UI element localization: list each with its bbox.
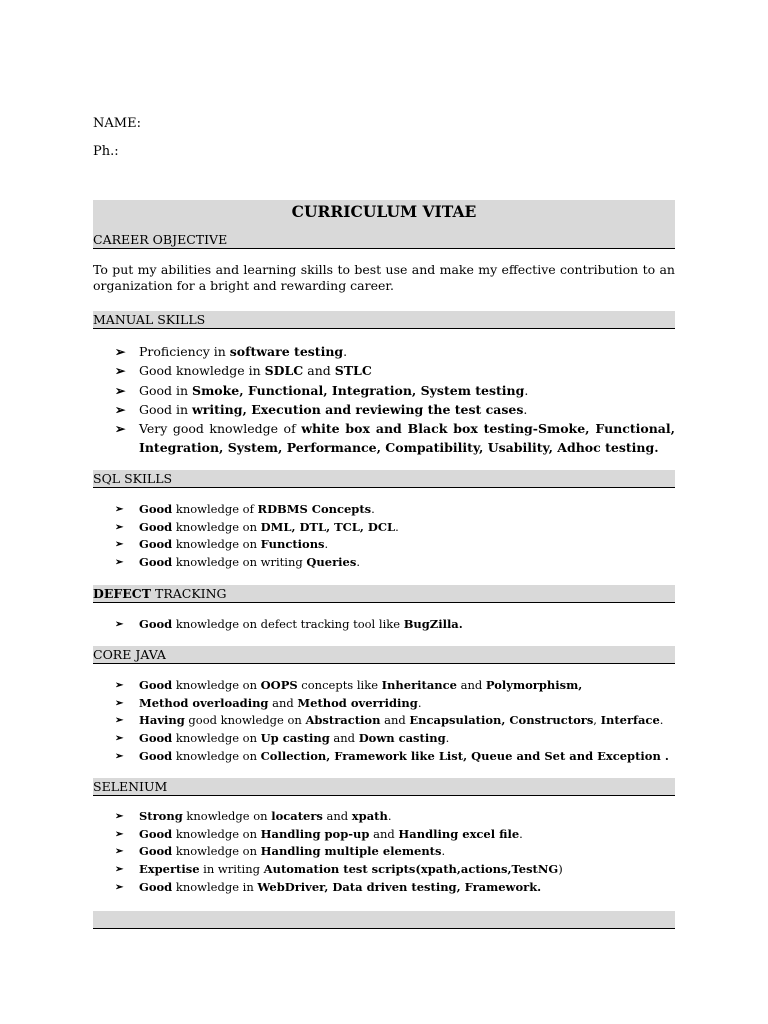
sql-heading-text: SQL SKILLS [93, 471, 173, 486]
bold-text: writing, Execution and reviewing the test cases [192, 401, 524, 417]
career-heading-text: CAREER OBJECTIVE [93, 232, 228, 247]
section-heading-manual-skills [93, 311, 675, 329]
core-java-list [93, 677, 675, 766]
text: and [322, 809, 352, 823]
text: . [387, 809, 392, 823]
bold-text: Having [139, 713, 185, 728]
arrow-bullet-icon: ➢ [115, 557, 124, 569]
list-item [93, 519, 675, 537]
bold-text: Abstraction [305, 713, 381, 728]
arrow-bullet-icon: ➢ [115, 697, 124, 709]
text: . [356, 555, 360, 570]
bold-text: Good [139, 537, 173, 552]
list-item [93, 712, 675, 730]
manual-skills-list [93, 342, 675, 458]
bold-text: Handling excel file [398, 826, 520, 841]
arrow-bullet-icon: ➢ [115, 401, 126, 417]
bold-text: Method overloading [139, 695, 269, 710]
bold-text: STLC [334, 363, 372, 379]
arrow-bullet-icon: ➢ [115, 828, 124, 840]
arrow-bullet-icon: ➢ [115, 680, 124, 691]
list-item [93, 419, 675, 458]
section-heading-selenium [93, 778, 675, 796]
text: . [395, 519, 399, 534]
bold-text: SDLC [264, 363, 304, 379]
text: and [303, 363, 335, 379]
text: Good knowledge in [139, 363, 265, 379]
text: . [519, 826, 523, 841]
bold-text: Strong [139, 809, 183, 823]
arrow-bullet-icon: ➢ [115, 521, 124, 533]
bold-text: Good [139, 826, 173, 841]
text: . [371, 502, 375, 516]
arrow-bullet-icon: ➢ [115, 539, 124, 551]
text: . [441, 844, 446, 859]
bold-text: Good [139, 617, 173, 631]
bold-text: Good [139, 519, 173, 534]
text: Proficiency in [139, 344, 230, 359]
arrow-bullet-icon: ➢ [115, 733, 124, 745]
list-item [93, 808, 675, 826]
text: . [523, 401, 528, 417]
section-heading-career-objective [93, 231, 675, 249]
name-label: NAME: [93, 116, 141, 131]
bold-text: WebDriver, Data driven testing, Framework. [257, 879, 542, 894]
bold-text: Polymorphism, [485, 678, 583, 692]
arrow-bullet-icon: ➢ [115, 382, 126, 398]
list-item [93, 361, 675, 380]
text: . [524, 382, 529, 398]
selenium-heading-text: SELENIUM [93, 779, 168, 794]
text: in writing [199, 862, 264, 877]
list-item [93, 501, 675, 519]
list-item [93, 400, 675, 419]
arrow-bullet-icon: ➢ [115, 715, 124, 727]
text: Very good knowledge of [139, 421, 302, 437]
list-item [93, 861, 675, 879]
text: and [369, 826, 399, 841]
list-item [93, 843, 675, 861]
bold-text: Functions [260, 537, 325, 552]
list-item [93, 381, 675, 400]
text: , [593, 713, 601, 728]
text: knowledge on [172, 678, 261, 692]
list-item [93, 748, 675, 766]
text: . [417, 695, 422, 710]
page-title: CURRICULUM VITAE [291, 202, 477, 221]
bold-text: Good [139, 748, 173, 763]
bold-text: BugZilla. [403, 617, 463, 631]
sql-skills-list [93, 501, 675, 572]
bold-text: Inheritance [381, 678, 457, 692]
manual-heading-text: MANUAL SKILLS [93, 312, 206, 327]
list-item [93, 342, 675, 361]
list-item [93, 616, 675, 634]
text: knowledge on [182, 809, 272, 823]
list-item [93, 677, 675, 695]
bold-text: white box and Black box testing-Smoke, Functional, Integration, System, Performance, Compatibility, Usability, Adhoc testing. [139, 421, 676, 456]
bold-text: software testing [229, 344, 344, 359]
bold-text: xpath [351, 809, 388, 823]
bold-text: Handling multiple elements [260, 844, 442, 859]
bold-text: Handling pop-up [260, 826, 370, 841]
text: knowledge of [172, 502, 258, 516]
text: knowledge on [172, 519, 261, 534]
section-heading-defect-tracking [93, 585, 675, 603]
bold-text: RDBMS Concepts [257, 502, 372, 516]
text: Good in [139, 401, 193, 417]
list-item [93, 554, 675, 572]
bold-text: Up casting [260, 731, 330, 746]
text: knowledge on writing [172, 555, 307, 570]
defect-heading-bold: DEFECT [93, 586, 152, 601]
bold-text: Good [139, 555, 173, 570]
bold-text: Good [139, 731, 173, 746]
bold-text: OOPS [260, 678, 298, 692]
career-objective-text: To put my abilities and learning skills to best use and make my effective contribution to an organization for a bright and rewarding career. [93, 262, 675, 293]
bold-text: Collection, Framework like List, Queue and Set and Exception . [260, 748, 669, 763]
text: . [343, 344, 348, 359]
bold-text: Expertise [139, 862, 200, 877]
bold-text: Interface [600, 713, 660, 728]
section-heading-sql-skills [93, 470, 675, 488]
java-heading-text: CORE JAVA [93, 647, 166, 662]
list-item [93, 730, 675, 748]
bold-text: Good [139, 844, 173, 859]
text: Good in [139, 382, 193, 398]
list-item [93, 879, 675, 897]
text: . [659, 713, 664, 728]
arrow-bullet-icon: ➢ [115, 811, 124, 822]
arrow-bullet-icon: ➢ [115, 504, 124, 515]
arrow-bullet-icon: ➢ [115, 363, 126, 379]
arrow-bullet-icon: ➢ [115, 344, 126, 359]
text: knowledge on [172, 844, 261, 859]
text: and [456, 678, 486, 692]
text: concepts like [297, 678, 382, 692]
bold-text: Method overriding [297, 695, 418, 710]
text: ) [558, 862, 563, 877]
text: . [445, 731, 450, 746]
bold-text: DML, DTL, TCL, DCL [260, 519, 396, 534]
arrow-bullet-icon: ➢ [115, 846, 124, 858]
bold-text: Down casting [358, 731, 446, 746]
bold-text: Encapsulation, Constructors [409, 713, 594, 728]
phone-label: Ph.: [93, 144, 119, 159]
text: knowledge on defect tracking tool like [172, 617, 404, 631]
arrow-bullet-icon: ➢ [115, 864, 124, 876]
bold-text: Smoke, Functional, Integration, System testing [192, 382, 525, 398]
arrow-bullet-icon: ➢ [115, 421, 126, 437]
list-item [93, 695, 675, 713]
arrow-bullet-icon: ➢ [115, 750, 124, 762]
arrow-bullet-icon: ➢ [115, 881, 124, 893]
text: knowledge on [172, 537, 261, 552]
bold-text: locaters [271, 809, 323, 823]
empty-section-band [93, 911, 675, 929]
selenium-list [93, 808, 675, 897]
list-item [93, 536, 675, 554]
arrow-bullet-icon: ➢ [115, 619, 124, 630]
text: . [324, 537, 329, 552]
defect-tracking-list [93, 616, 675, 634]
bold-text: Good [139, 879, 173, 894]
defect-heading-rest: TRACKING [151, 586, 227, 601]
text: knowledge in [172, 879, 258, 894]
section-heading-core-java [93, 646, 675, 664]
text: and [268, 695, 298, 710]
text: and [380, 713, 410, 728]
bold-text: Good [139, 502, 173, 516]
text: knowledge on [172, 748, 261, 763]
text: good knowledge on [184, 713, 306, 728]
bold-text: Queries [306, 555, 357, 570]
bold-text: Automation test scripts(xpath,actions,TestNG [263, 862, 559, 877]
text: and [329, 731, 359, 746]
bold-text: Good [139, 678, 173, 692]
text: knowledge on [172, 731, 261, 746]
text: knowledge on [172, 826, 261, 841]
list-item [93, 826, 675, 844]
